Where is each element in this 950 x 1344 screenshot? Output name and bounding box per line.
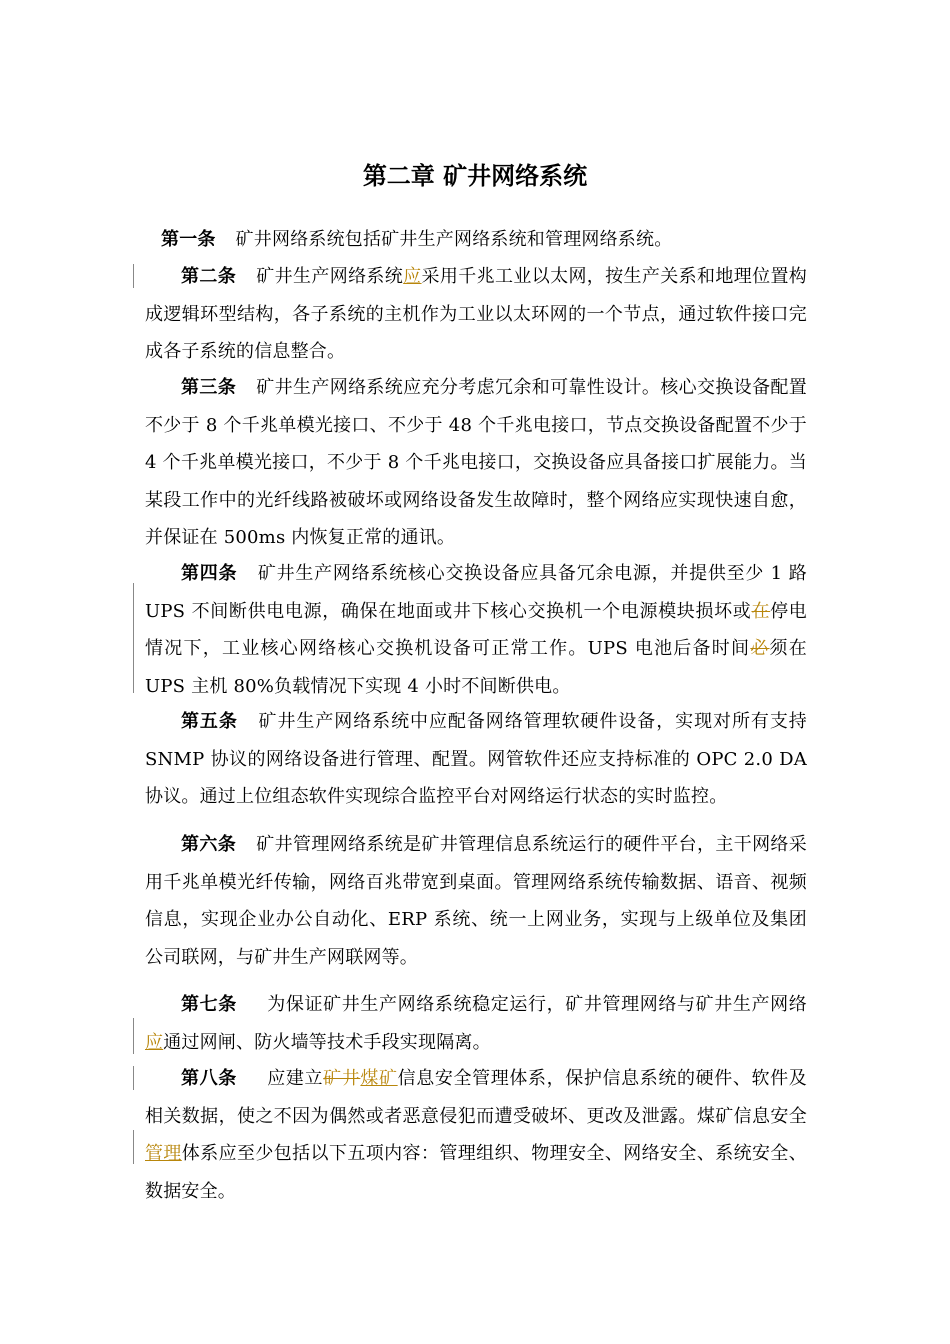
change-bar (133, 583, 134, 693)
article-label: 第七条 (181, 994, 237, 1015)
article-text: 应建立 (266, 1068, 324, 1089)
article-text: 矿井网络系统包括矿井生产网络系统和管理网络系统。 (235, 229, 673, 250)
deleted-text: 在 (751, 600, 771, 622)
article-text: 须在 UPS 主机 80%负载情况下实现 4 小时不间断供电。 (145, 638, 807, 697)
change-bar (133, 1066, 134, 1090)
article-2 (145, 258, 807, 371)
article-7 (145, 986, 807, 1061)
article-label: 第四条 (181, 563, 238, 584)
deleted-text: 矿井 (323, 1068, 361, 1089)
article-label: 第五条 (181, 711, 238, 732)
article-3 (145, 369, 807, 557)
article-6 (145, 826, 807, 976)
article-text: 矿井生产网络系统应充分考虑冗余和可靠性设计。核心交换设备配置不少于 8 个千兆单模光接口、不少于 48 个千兆电接口，节点交换设备配置不少于 4 个千兆单模光接口，不少于 8 个千兆电接口，交换设备应具备接口扩展能力。当某段工作中的光纤线路被破坏或网络设备发生故障时，整个网络应实现快速自愈，并保证在 500ms 内恢复正常的通讯。 (145, 377, 807, 548)
change-bar (133, 1018, 134, 1054)
change-bar (133, 264, 134, 288)
article-label: 第六条 (181, 834, 237, 855)
article-text: 采用千兆工业以太网，按生产关系和地理位置构成逻辑环型结构，各子系统的主机作为工业以太环网的一个节点，通过软件接口完成各子系统的信息整合。 (145, 266, 808, 362)
chapter-title: 第二章 矿井网络系统 (362, 162, 588, 190)
article-label: 第一条 (161, 229, 216, 250)
article-8 (145, 1060, 807, 1210)
article-label: 第八条 (181, 1068, 237, 1089)
article-text: 矿井管理网络系统是矿井管理信息系统运行的硬件平台，主干网络采用千兆单模光纤传输，网络百兆带宽到桌面。管理网络系统传输数据、语音、视频信息，实现企业办公自动化、ERP 系统、统一上网业务，实现与上级单位及集团公司联网，与矿井生产网联网等。 (145, 834, 807, 968)
article-text: 矿井生产网络系统中应配备网络管理软硬件设备，实现对所有支持 SNMP 协议的网络设备进行管理、配置。网管软件还应支持标准的 OPC 2.0 DA 协议。通过上位组态软件实现综合监控平台对网络运行状态的实时监控。 (145, 711, 807, 807)
article-1 (145, 221, 807, 259)
article-text: 为保证矿井生产网络系统稳定运行，矿井管理网络与矿井生产网络 (266, 994, 807, 1015)
article-text: 通过网闸、防火墙等技术手段实现隔离。 (163, 1031, 491, 1053)
article-text: 矿井生产网络系统 (256, 266, 404, 287)
article-text: 体系应至少包括以下五项内容：管理组织、物理安全、网络安全、系统安全、数据安全。 (145, 1143, 808, 1202)
inserted-text: 管理 (145, 1143, 182, 1164)
inserted-text: 煤矿 (360, 1068, 398, 1089)
article-label: 第三条 (181, 377, 237, 398)
inserted-text: 应 (403, 266, 422, 287)
article-text: 停电情况下，工业核心网络核心交换机设备可正常工作。UPS 电池后备时间 (145, 600, 808, 659)
deleted-text: 必 (750, 638, 770, 659)
article-text: 矿井生产网络系统核心交换设备应具备冗余电源，并提供至少 1 路 UPS 不间断供电电源，确保在地面或井下核心交换机一个电源模块损坏或 (145, 563, 807, 622)
change-bar (133, 1130, 134, 1164)
article-label: 第二条 (181, 266, 237, 287)
article-text: 信息安全管理体系，保护信息系统的硬件、软件及相关数据，使之不因为偶然或者恶意侵犯而遭受破坏、更改及泄露。煤矿信息安全 (145, 1068, 807, 1127)
inserted-text: 应 (145, 1031, 164, 1053)
article-5 (145, 703, 807, 816)
article-4 (145, 555, 807, 705)
